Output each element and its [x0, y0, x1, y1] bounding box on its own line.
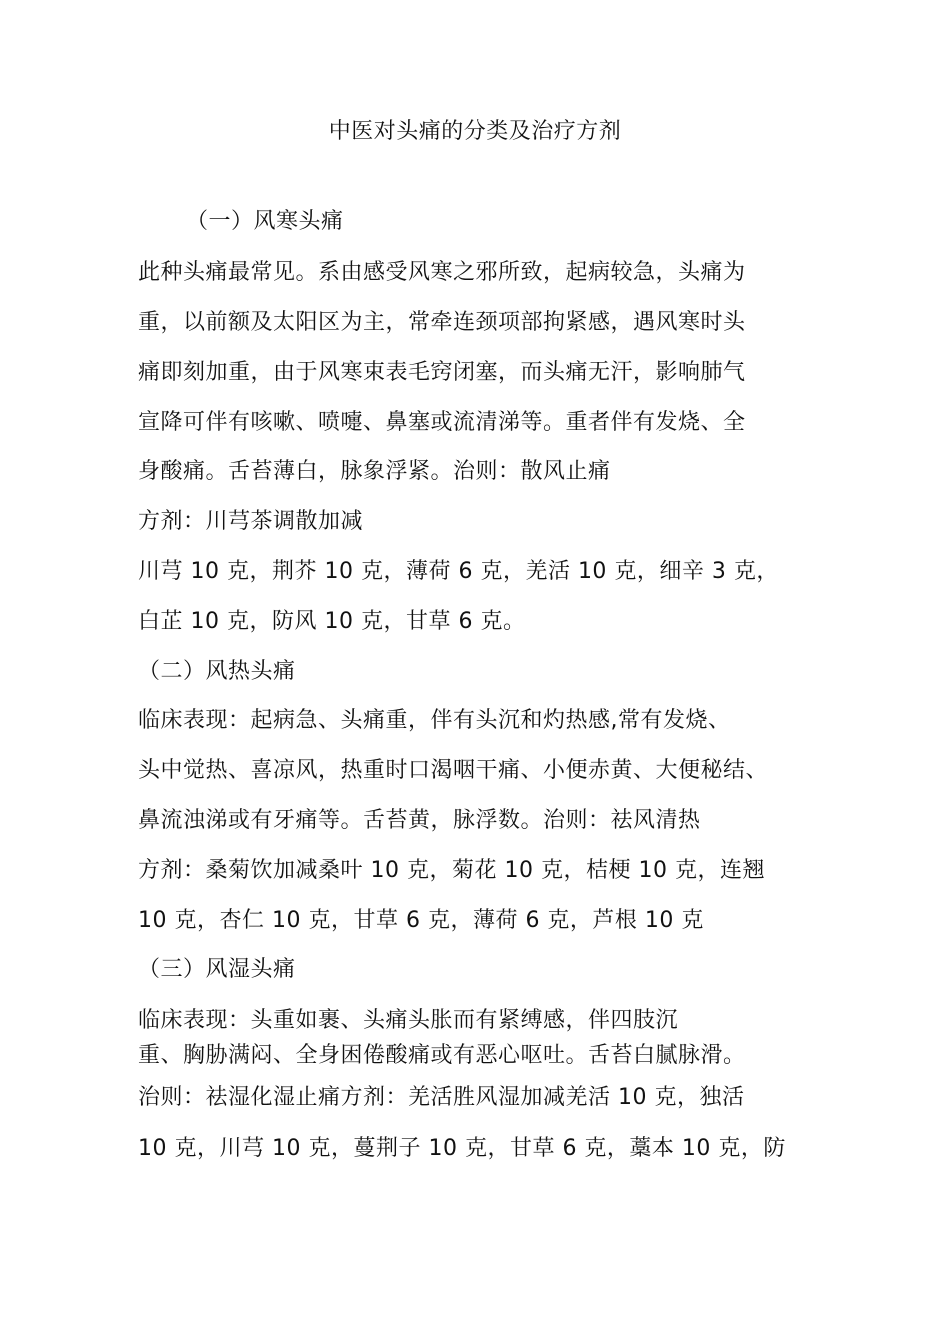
- paragraph-line: 临床表现：起病急、头痛重，伴有头沉和灼热感,常有发烧、: [138, 708, 731, 733]
- paragraph-line: 临床表现：头重如裹、头痛头胀而有紧缚感，伴四肢沉: [138, 1008, 679, 1033]
- paragraph-line: 鼻流浊涕或有牙痛等。舌苔黄，脉浮数。治则：祛风清热: [138, 808, 701, 833]
- paragraph-line: 重、胸胁满闷、全身困倦酸痛或有恶心呕吐。舌苔白腻脉滑。: [138, 1043, 746, 1068]
- prescription-line: 方剂：川芎茶调散加减: [138, 509, 364, 534]
- prescription-line: 川芎 10 克，荆芥 10 克，薄荷 6 克，羌活 10 克，细辛 3 克，: [138, 559, 779, 584]
- section-heading: （二）风热头痛: [138, 659, 296, 684]
- prescription-line: 10 克，杏仁 10 克，甘草 6 克，薄荷 6 克，芦根 10 克: [138, 908, 704, 933]
- paragraph-line: 重，以前额及太阳区为主，常牵连颈项部拘紧感，遇风寒时头: [138, 310, 746, 335]
- document-title: 中医对头痛的分类及治疗方剂: [328, 119, 622, 144]
- section-heading: （一）风寒头痛: [186, 209, 344, 234]
- paragraph-line: 头中觉热、喜凉风，热重时口渴咽干痛、小便赤黄、大便秘结、: [138, 758, 769, 783]
- paragraph-line: 治则：祛湿化湿止痛方剂：羌活胜风湿加减羌活 10 克，独活: [138, 1085, 745, 1110]
- section-heading: （三）风湿头痛: [138, 957, 296, 982]
- paragraph-line: 宣降可伴有咳嗽、喷嚏、鼻塞或流清涕等。重者伴有发烧、全: [138, 410, 746, 435]
- prescription-line: 方剂：桑菊饮加减桑叶 10 克，菊花 10 克，桔梗 10 克，连翘: [138, 858, 765, 883]
- prescription-line: 白芷 10 克，防风 10 克，甘草 6 克。: [138, 609, 526, 634]
- paragraph-line: 身酸痛。舌苔薄白，脉象浮紧。治则：散风止痛: [138, 459, 611, 484]
- prescription-line: 10 克，川芎 10 克，蔓荆子 10 克，甘草 6 克，藁本 10 克，防: [138, 1136, 786, 1161]
- paragraph-line: 痛即刻加重，由于风寒束表毛窍闭塞，而头痛无汗，影响肺气: [138, 360, 746, 385]
- paragraph-line: 此种头痛最常见。系由感受风寒之邪所致，起病较急，头痛为: [138, 260, 746, 285]
